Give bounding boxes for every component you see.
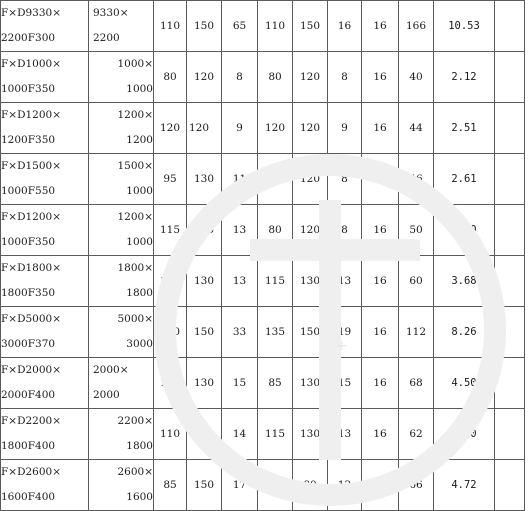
value-cell: 130	[258, 460, 293, 511]
model-line: F×D2600×	[1, 466, 62, 478]
value-cell: 115	[258, 409, 293, 460]
model-cell	[1, 460, 89, 511]
weight-cell: 2.12	[434, 52, 495, 103]
size-cell	[89, 103, 154, 154]
value-cell: 80	[258, 205, 293, 256]
weight-cell: 10.53	[434, 1, 495, 52]
value-cell: 15	[328, 358, 362, 409]
value-cell: 110	[154, 307, 187, 358]
value-cell: 33	[222, 307, 258, 358]
value-cell: 44	[399, 103, 434, 154]
value-cell: 110	[154, 1, 187, 52]
value-cell: 16	[362, 460, 399, 511]
table-row	[1, 205, 525, 256]
table-row	[1, 256, 525, 307]
model-line: F×D1000×	[1, 58, 62, 70]
model-cell	[1, 154, 89, 205]
weight-cell: 4.72	[434, 460, 495, 511]
model-line: F×D2000×	[1, 364, 62, 376]
value-cell: 68	[399, 358, 434, 409]
size-line: 1000	[126, 83, 153, 95]
value-cell: 16	[362, 307, 399, 358]
value-cell: 130	[187, 256, 222, 307]
size-line: 2200×	[117, 415, 153, 427]
size-cell	[89, 52, 154, 103]
value-cell: 135	[258, 307, 293, 358]
value-cell: 16	[362, 358, 399, 409]
model-line: 2000F400	[1, 389, 56, 401]
weight-cell: 8.26	[434, 307, 495, 358]
size-line: 5000×	[117, 313, 153, 325]
value-cell: 110	[258, 1, 293, 52]
blank-cell	[495, 103, 525, 154]
value-cell: 112	[399, 307, 434, 358]
svg-text:+: +	[336, 338, 348, 354]
size-line: 1600	[126, 491, 153, 503]
size-line: 1000	[126, 236, 153, 248]
model-cell	[1, 52, 89, 103]
value-cell: 115	[154, 205, 187, 256]
value-cell: 14	[222, 409, 258, 460]
size-line: 1500×	[117, 160, 153, 172]
value-cell: 16	[362, 103, 399, 154]
value-cell: 66	[399, 460, 434, 511]
size-cell	[89, 1, 154, 52]
model-line: 2200F300	[1, 32, 56, 44]
value-cell: 130	[187, 154, 222, 205]
size-line: 1200×	[117, 211, 153, 223]
model-line: 1200F350	[1, 134, 56, 146]
value-cell: 115	[154, 256, 187, 307]
value-cell: 17	[222, 460, 258, 511]
model-line: 3000F370	[1, 338, 56, 350]
value-cell: 95	[154, 154, 187, 205]
size-line: 2000×	[93, 364, 129, 376]
value-cell: 120	[293, 205, 328, 256]
model-line: F×D9330×	[1, 7, 62, 19]
size-cell	[89, 409, 154, 460]
value-cell: 40	[399, 52, 434, 103]
value-cell: 46	[399, 154, 434, 205]
blank-cell	[495, 307, 525, 358]
size-cell	[89, 460, 154, 511]
value-cell: 12	[328, 460, 362, 511]
model-line: 1000F350	[1, 83, 56, 95]
value-cell: 120	[293, 154, 328, 205]
model-line: 1800F400	[1, 440, 56, 452]
blank-cell	[495, 1, 525, 52]
value-cell: 130	[293, 256, 328, 307]
table-row	[1, 409, 525, 460]
blank-cell	[495, 205, 525, 256]
value-cell: 80	[258, 52, 293, 103]
size-line: 1000	[126, 185, 153, 197]
model-line: F×D1200×	[1, 211, 62, 223]
weight-cell: 2.90	[434, 205, 495, 256]
value-cell: 130	[293, 409, 328, 460]
blank-cell	[495, 460, 525, 511]
value-cell: 150	[187, 460, 222, 511]
model-cell	[1, 358, 89, 409]
size-line: 1200×	[117, 109, 153, 121]
size-cell	[89, 256, 154, 307]
value-cell: 16	[328, 1, 362, 52]
value-cell: 150	[293, 1, 328, 52]
size-line: 2600×	[117, 466, 153, 478]
value-cell: 120	[187, 52, 222, 103]
size-line: 2200	[93, 32, 120, 44]
value-cell: 16	[362, 1, 399, 52]
size-cell	[89, 154, 154, 205]
size-line: 1800×	[117, 262, 153, 274]
value-cell: 15	[222, 358, 258, 409]
value-cell: 80	[258, 154, 293, 205]
value-cell: 11	[222, 154, 258, 205]
size-cell	[89, 205, 154, 256]
value-cell: 9	[328, 103, 362, 154]
model-line: 1800F350	[1, 287, 56, 299]
model-line: F×D1800×	[1, 262, 62, 274]
value-cell: 85	[154, 460, 187, 511]
size-line: 9330×	[93, 7, 129, 19]
value-cell: 8	[222, 52, 258, 103]
value-cell: 110	[154, 409, 187, 460]
value-cell: 150	[293, 307, 328, 358]
size-line: 1800	[126, 440, 153, 452]
value-cell: 60	[399, 256, 434, 307]
value-cell: 130	[187, 358, 222, 409]
value-cell: 85	[258, 358, 293, 409]
value-cell: 110	[154, 358, 187, 409]
value-cell: 16	[362, 256, 399, 307]
blank-cell	[495, 256, 525, 307]
value-cell: 130	[187, 205, 222, 256]
value-cell: 65	[222, 1, 258, 52]
value-cell: 13	[222, 205, 258, 256]
size-cell	[89, 358, 154, 409]
value-cell: 8	[328, 154, 362, 205]
value-cell: 16	[362, 409, 399, 460]
model-cell	[1, 1, 89, 52]
model-cell	[1, 205, 89, 256]
model-line: F×D2200×	[1, 415, 62, 427]
model-cell	[1, 256, 89, 307]
blank-cell	[495, 358, 525, 409]
blank-cell	[495, 154, 525, 205]
value-cell: 8	[328, 205, 362, 256]
weight-cell: 2.51	[434, 103, 495, 154]
value-cell: 80	[293, 460, 328, 511]
model-cell	[1, 307, 89, 358]
table-row	[1, 103, 525, 154]
model-line: F×D5000×	[1, 313, 62, 325]
table-row	[1, 1, 525, 52]
weight-cell: 4.50	[434, 358, 495, 409]
value-cell: 120	[154, 103, 187, 154]
table-row	[1, 52, 525, 103]
weight-cell: 2.61	[434, 154, 495, 205]
value-cell: 62	[399, 409, 434, 460]
table-row	[1, 154, 525, 205]
model-line: F×D1500×	[1, 160, 62, 172]
value-cell: 50	[399, 205, 434, 256]
value-cell: 16	[362, 52, 399, 103]
value-cell: 16	[362, 205, 399, 256]
model-cell	[1, 103, 89, 154]
model-cell	[1, 409, 89, 460]
table-row	[1, 358, 525, 409]
value-cell: 13	[328, 256, 362, 307]
value-cell: 150	[187, 409, 222, 460]
size-line: 3000	[126, 338, 153, 350]
value-cell: 8	[328, 52, 362, 103]
size-line: 1000×	[117, 58, 153, 70]
value-cell: 166	[399, 1, 434, 52]
model-line: 1000F550	[1, 185, 56, 197]
value-cell: 150	[187, 1, 222, 52]
weight-cell: 3.68	[434, 256, 495, 307]
model-line: 1000F350	[1, 236, 56, 248]
weight-cell: 4.50	[434, 409, 495, 460]
blank-cell	[495, 409, 525, 460]
value-cell: 80	[154, 52, 187, 103]
size-line: 2000	[93, 389, 120, 401]
size-cell	[89, 307, 154, 358]
value-cell: 13	[328, 409, 362, 460]
model-line: 1600F400	[1, 491, 56, 503]
table-row	[1, 307, 525, 358]
value-cell: 16	[362, 154, 399, 205]
size-line: 1200	[126, 134, 153, 146]
value-cell: 120	[258, 103, 293, 154]
value-cell: 9	[222, 103, 258, 154]
table-row	[1, 460, 525, 511]
model-line: F×D1200×	[1, 109, 62, 121]
value-cell: 13	[222, 256, 258, 307]
value-cell: 120	[293, 103, 328, 154]
size-line: 1800	[126, 287, 153, 299]
value-cell: 120	[293, 52, 328, 103]
value-cell: 19	[328, 307, 362, 358]
value-cell: 115	[258, 256, 293, 307]
blank-cell	[495, 52, 525, 103]
value-cell: 150	[187, 307, 222, 358]
value-cell: 130	[293, 358, 328, 409]
value-cell: 120	[187, 103, 222, 154]
